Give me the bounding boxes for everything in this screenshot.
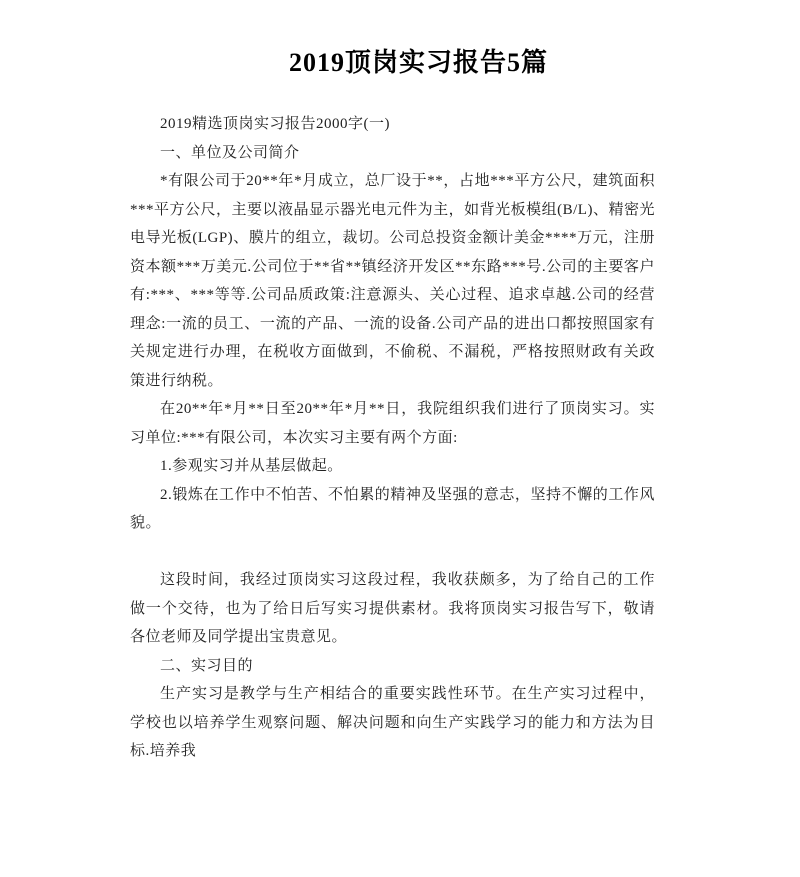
paragraph-company-intro: *有限公司于20**年*月成立，总厂设于**，占地***平方公尺，建筑面积***平方公尺，主要以液晶显示器光电元件为主，如背光板模组(B/L)、精密光电导光板(LGP)、膜片的组立，裁切。公司总投资金额计美金****万元，注册资本额***万美元.公司位于**省**镇经济开发区**东路***号.公司的主要客户有:***、***等等.公司品质政策:注意源头、关心过程、追求卓越.公司的经营理念:一流的员工、一流的产品、一流的设备.公司产品的进出口都按照国家有关规定进行办理，在税收方面做到，不偷税、不漏税，严格按照财政有关政策进行纳税。 — [130, 173, 655, 389]
paragraph-internship-period: 在20**年*月**日至20**年*月**日，我院组织我们进行了顶岗实习。实习单位:***有限公司，本次实习主要有两个方面: — [130, 401, 655, 446]
document-content — [130, 46, 655, 766]
section-heading-purpose: 二、实习目的 — [160, 657, 254, 674]
list-item-1: 1.参观实习并从基层做起。 — [160, 458, 343, 474]
subtitle: 2019精选顶岗实习报告2000字(一) — [160, 116, 390, 132]
document-title: 2019顶岗实习报告5篇 — [288, 48, 548, 77]
paragraph-summary: 这段时间，我经过顶岗实习这段过程，我收获颇多，为了给自己的工作做一个交待，也为了给日后写实习提供素材。我将顶岗实习报告写下，敬请各位老师及同学提出宝贵意见。 — [130, 572, 655, 645]
paragraph-purpose: 生产实习是教学与生产相结合的重要实践性环节。在生产实习过程中，学校也以培养学生观察问题、解决问题和向生产实践学习的能力和方法为目标.培养我 — [130, 686, 655, 759]
section-heading-unit-intro: 一、单位及公司简介 — [160, 144, 300, 161]
blank-line — [130, 538, 655, 567]
list-item-2: 2.锻炼在工作中不怕苦、不怕累的精神及坚强的意志，坚持不懈的工作风貌。 — [130, 486, 655, 531]
